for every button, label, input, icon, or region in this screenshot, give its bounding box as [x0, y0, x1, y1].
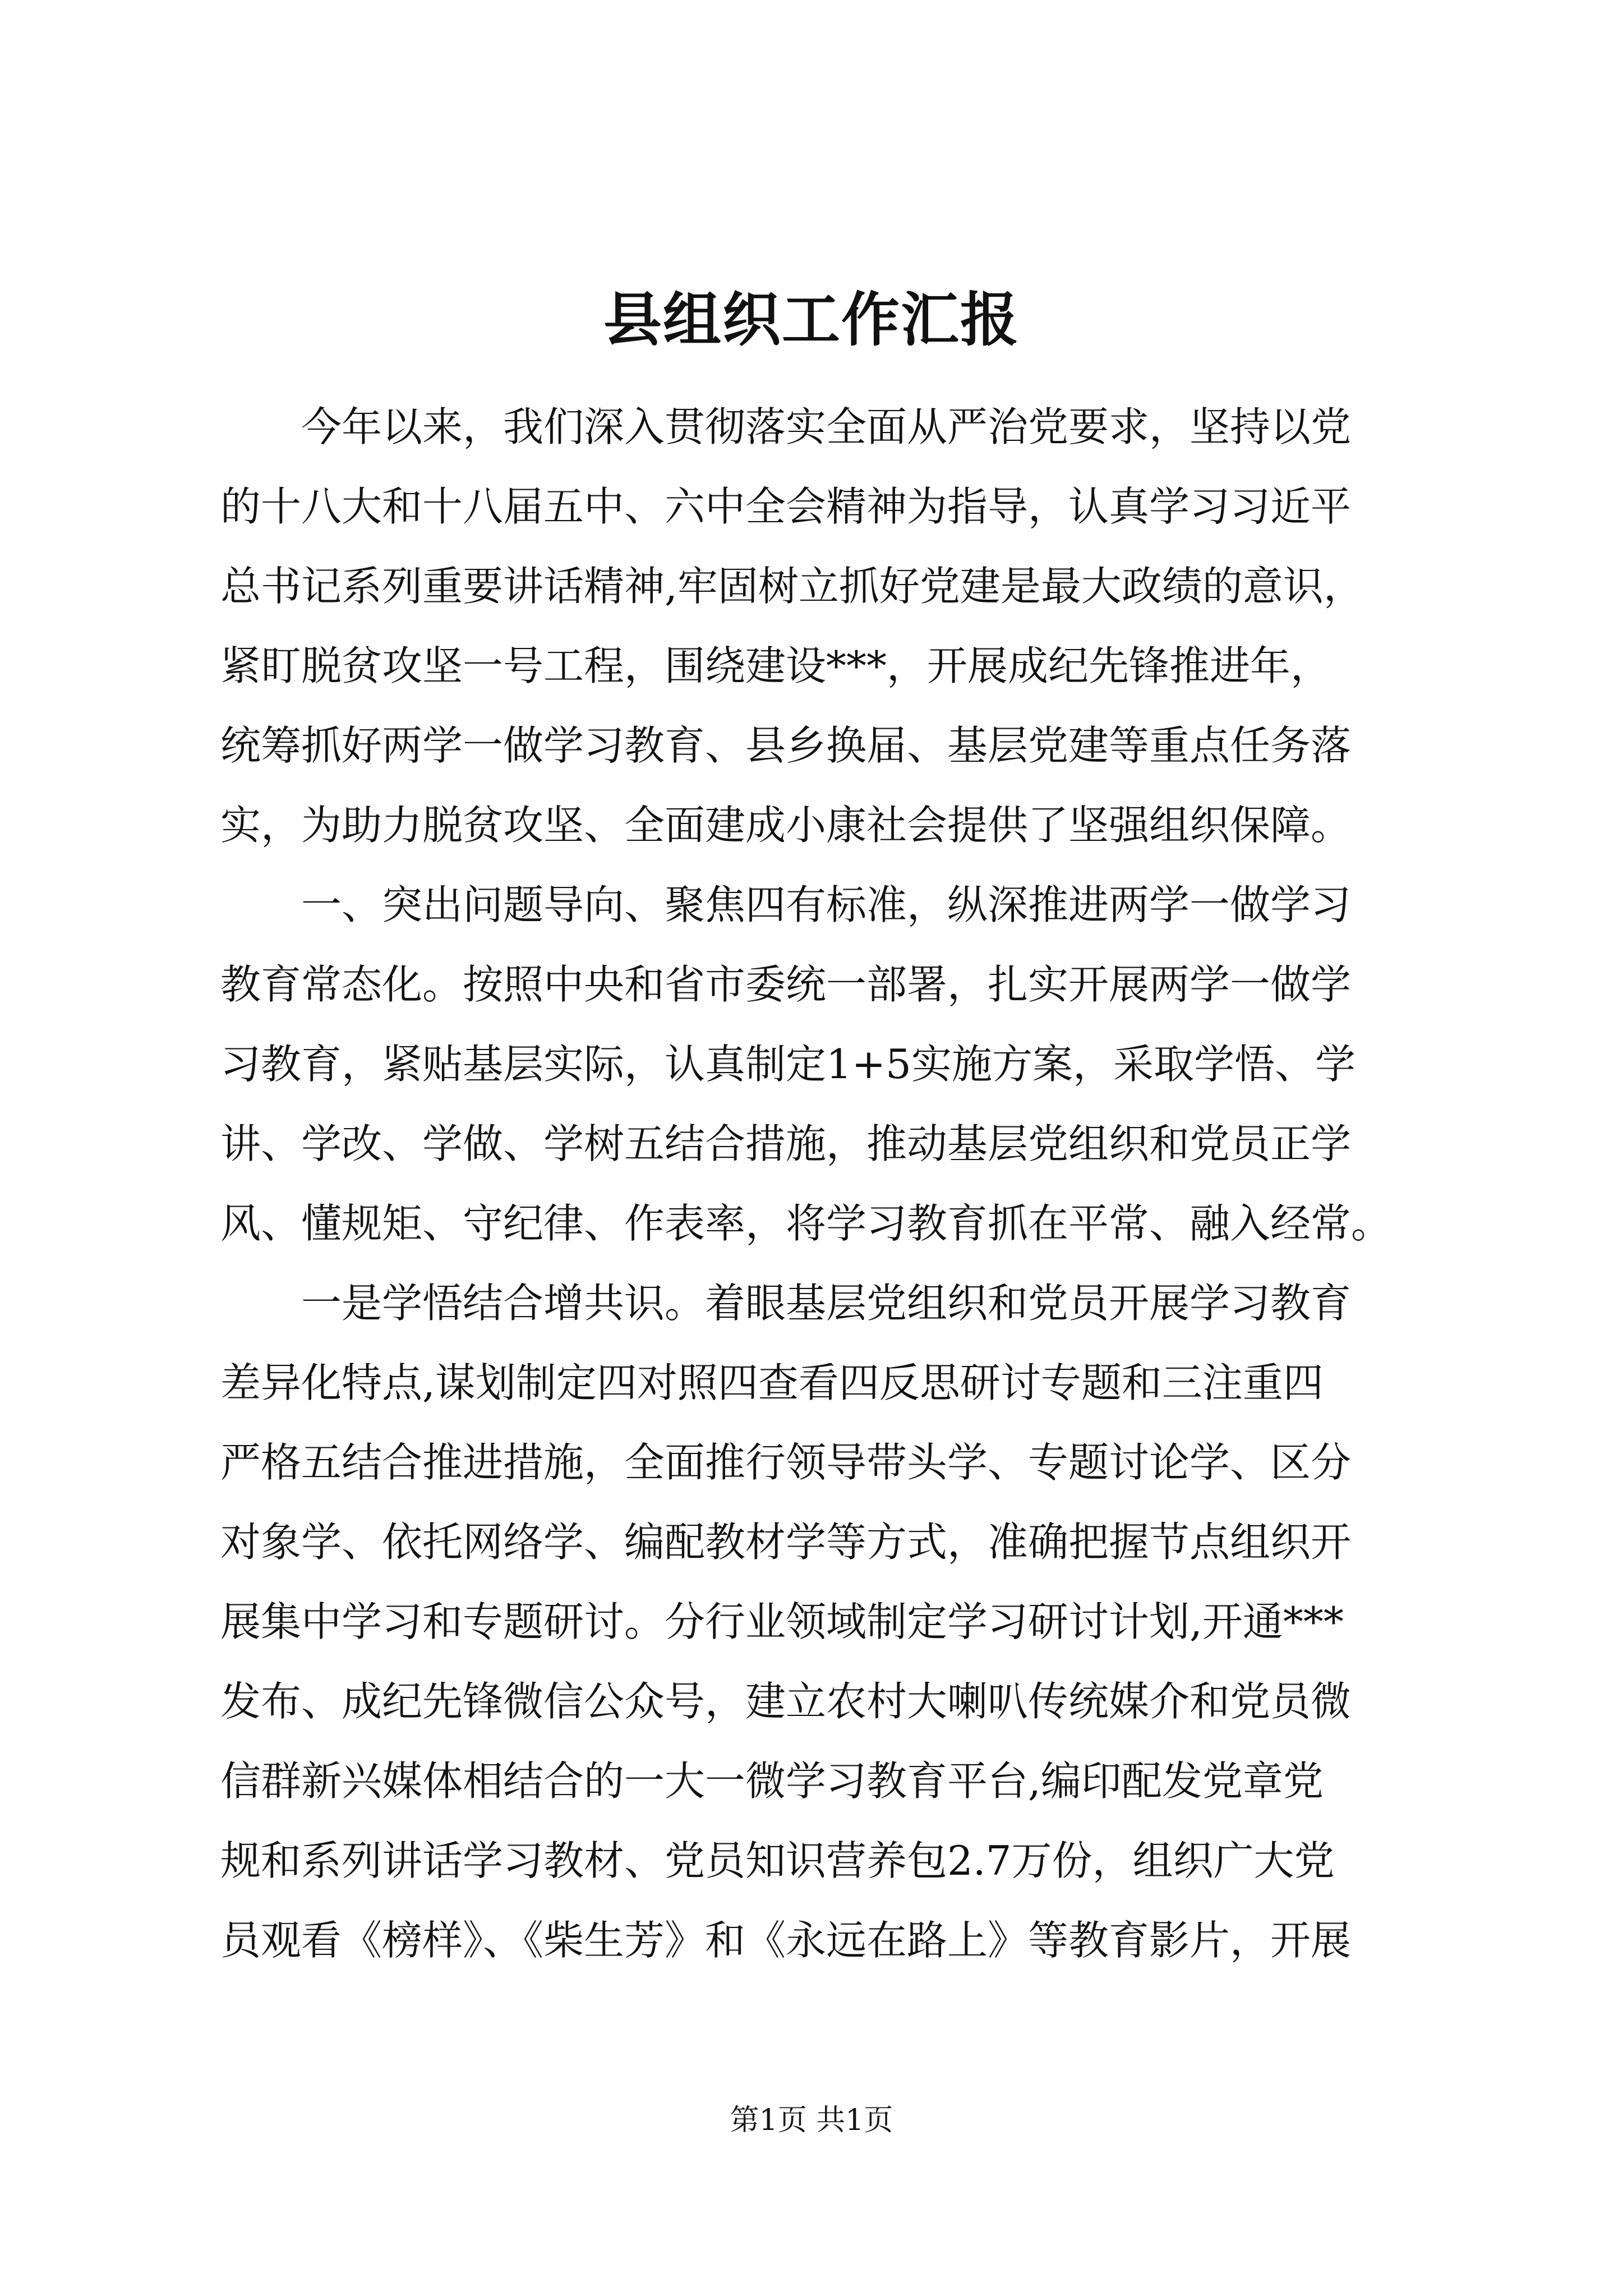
paragraph-line: 总书记系列重要讲话精神,牢固树立抓好党建是最大政绩的意识，	[220, 563, 1364, 610]
paragraph-line: 一是学悟结合增共识。着眼基层党组织和党员开展学习教育	[301, 1280, 1352, 1327]
paragraph-line: 的十八大和十八届五中、六中全会精神为指导，认真学习习近平	[220, 483, 1352, 530]
document-body	[220, 387, 1426, 1980]
paragraph-line: 一、突出问题导向、聚焦四有标准，纵深推进两学一做学习	[301, 881, 1352, 928]
paragraph-line: 规和系列讲话学习教材、党员知识营养包2.7万份，组织广大党	[220, 1837, 1335, 1884]
paragraph-line: 展集中学习和专题研讨。分行业领域制定学习研讨计划,开通***	[220, 1598, 1344, 1645]
paragraph-line: 习教育，紧贴基层实际，认真制定1+5实施方案，采取学悟、学	[220, 1041, 1355, 1088]
paragraph-line: 今年以来，我们深入贯彻落实全面从严治党要求，坚持以党	[301, 403, 1352, 450]
paragraph-line: 风、懂规矩、守纪律、作表率，将学习教育抓在平常、融入经常。	[220, 1200, 1392, 1247]
paragraph-line: 员观看《榜样》、《柴生芳》和《永远在路上》等教育影片，开展	[220, 1917, 1352, 1964]
paragraph-line: 统筹抓好两学一做学习教育、县乡换届、基层党建等重点任务落	[220, 722, 1352, 769]
paragraph-line: 紧盯脱贫攻坚一号工程，围绕建设***，开展成纪先锋推进年，	[220, 642, 1331, 689]
document-title: 县组织工作汇报	[603, 285, 1020, 354]
paragraph-line: 发布、成纪先锋微信公众号，建立农村大喇叭传统媒介和党员微	[220, 1678, 1352, 1725]
paragraph-line: 讲、学改、学做、学树五结合措施，推动基层党组织和党员正学	[220, 1120, 1352, 1167]
paragraph-line: 严格五结合推进措施，全面推行领导带头学、专题讨论学、区分	[220, 1439, 1352, 1486]
paragraph-line: 信群新兴媒体相结合的一大一微学习教育平台,编印配发党章党	[220, 1757, 1324, 1805]
paragraph-line: 教育常态化。按照中央和省市委统一部署，扎实开展两学一做学	[220, 961, 1352, 1008]
paragraph-line: 对象学、依托网络学、编配教材学等方式，准确把握节点组织开	[220, 1519, 1352, 1566]
paragraph-line: 差异化特点,谋划制定四对照四查看四反思研讨专题和三注重四	[220, 1359, 1324, 1406]
paragraph-line: 实，为助力脱贫攻坚、全面建成小康社会提供了坚强组织保障。	[220, 802, 1352, 849]
page-number: 第1页 共1页	[730, 2104, 893, 2137]
